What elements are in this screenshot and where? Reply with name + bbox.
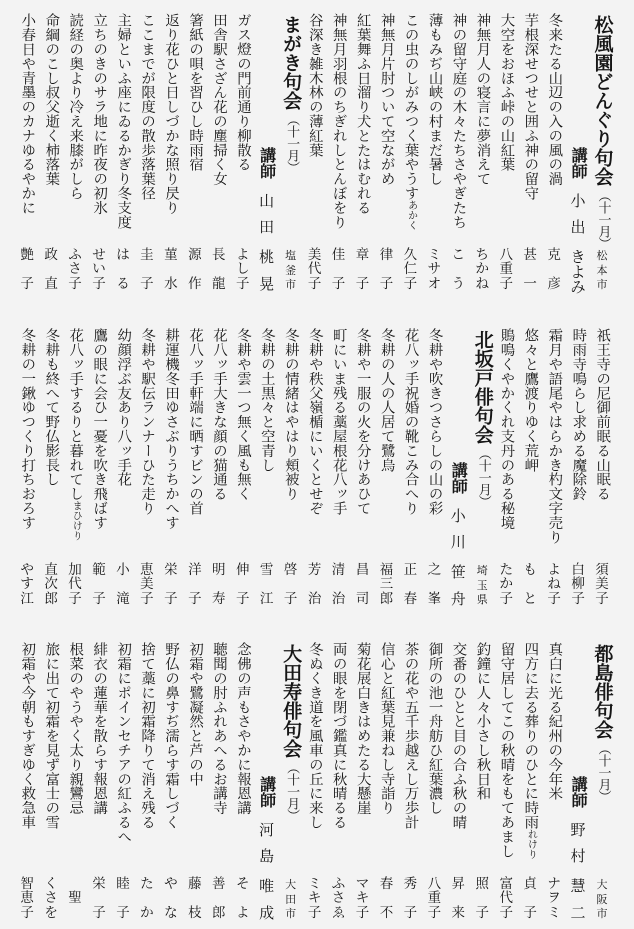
haiku-author: た か 子 — [499, 562, 513, 607]
haiku-verse: 冬耕や一服の火を分けあひて — [354, 328, 371, 516]
haiku-column — [87, 629, 111, 929]
haiku-column — [111, 315, 135, 615]
haiku-verse — [68, 328, 82, 541]
haiku-verse: 鷹の眼に会ひ一憂を吹き飛ばす — [91, 328, 108, 530]
haiku-verse: ここまでが限度の散歩落葉径 — [139, 13, 156, 201]
haiku-author: せ い 子 — [92, 247, 106, 292]
haiku-column — [303, 0, 327, 300]
haiku-author: 菫 水 — [164, 247, 178, 292]
haiku-verse: 冬耕の情緒はやはり頬被り — [282, 328, 299, 501]
haiku-column — [39, 0, 63, 300]
haiku-author: 明 寿 — [212, 562, 226, 607]
haiku-verse: 立ちのきのサラ地に昨夜の初氷 — [91, 13, 108, 215]
verse-main: 花八ッ手するりと暮れてし — [67, 328, 84, 501]
haiku-verse: 小春日や青墨のカナゆるやかに — [19, 13, 36, 215]
haiku-author: 栄 子 — [164, 562, 178, 607]
haiku-verse: 返り花ひと日しづかな照り昃り — [163, 13, 180, 215]
haiku-verse: 捨て藁に初霜降りて消え残る — [139, 642, 156, 830]
teacher-surname: 河 島 — [259, 821, 275, 865]
kukai-title — [593, 15, 612, 249]
haiku-author: 八 重 子 — [427, 876, 442, 921]
haiku-column — [63, 0, 87, 300]
haiku-verse: 花八ッ手祝婚の靴こみ合へり — [402, 328, 419, 516]
haiku-column — [183, 315, 207, 615]
kukai-place: 埼 玉 県 — [476, 564, 488, 606]
haiku-author: 長 龍 — [212, 247, 226, 292]
haiku-column — [470, 0, 494, 300]
haiku-column — [351, 629, 375, 929]
haiku-column — [327, 0, 351, 300]
haiku-column — [494, 0, 518, 300]
haiku-column — [135, 315, 159, 615]
haiku-author: 範 子 — [92, 562, 106, 607]
haiku-author: 政 直 — [44, 247, 58, 292]
haiku-author: 伸 子 — [235, 562, 250, 607]
haiku-verse: 旅に出て初霜を見ず富士の雪 — [43, 642, 60, 830]
teacher-column — [255, 629, 279, 929]
haiku-verse: 冬耕や駅伝ランナーひた走り — [139, 328, 156, 516]
kukai-title-column — [279, 0, 303, 300]
haiku-column — [87, 0, 111, 300]
haiku-verse: 冬耕や秩父嶺楯にいくとせぞ — [306, 328, 323, 516]
kukai-month: （十一月） — [595, 742, 611, 802]
haiku-author: 小 滝 — [116, 562, 130, 607]
haiku-column — [446, 629, 470, 929]
haiku-column — [159, 315, 183, 615]
haiku-verse: 芋根深せつせと囲ふ神の留守 — [522, 13, 539, 201]
haiku-author: 芳 治 — [307, 562, 322, 607]
teacher-column — [446, 315, 470, 615]
haiku-author: こ う — [451, 247, 466, 292]
haiku-verse: ガス燈の門前通り柳散る — [234, 13, 251, 172]
haiku-author: た か — [140, 876, 154, 921]
teacher-surname: 野 村 — [570, 821, 586, 865]
haiku-verse: 冬耕も終へて野仏影長し — [43, 328, 60, 487]
haiku-verse: 交番のひとと目の合ふ秋の晴 — [450, 642, 467, 830]
haiku-verse: 箸紙の唄を習ひし時雨宿 — [187, 13, 204, 172]
teacher-column — [566, 0, 590, 300]
haiku-column — [422, 629, 446, 929]
haiku-column — [374, 629, 398, 929]
teacher-surname: 小 川 — [450, 507, 466, 551]
haiku-column — [87, 315, 111, 615]
haiku-verse: 御所の池一舟舫ひ紅葉濃し — [426, 642, 443, 815]
verse-main: 四方に去る葬りのひとに時雨 — [522, 642, 539, 830]
verse-small-tail: あかく — [405, 200, 417, 231]
haiku-verse: 両の眼を閉づ鑑真に秋晴るる — [330, 642, 347, 830]
haiku-column — [327, 629, 351, 929]
band-top — [15, 0, 614, 300]
haiku-verse: 谷深き雑木林の薄紅葉 — [306, 13, 323, 157]
haiku-verse: 鵙鳴くやかくれ支丹のある秘境 — [498, 328, 515, 530]
haiku-author: マ キ 子 — [355, 876, 370, 921]
haiku-column — [351, 315, 375, 615]
teacher-given-name: 笹 舟 — [450, 563, 466, 608]
haiku-column — [303, 629, 327, 929]
haiku-verse: 初霜にポインセチアの紅ふるへ — [115, 642, 132, 844]
haiku-column — [279, 315, 303, 615]
haiku-author: 白 柳 子 — [571, 562, 585, 607]
kukai-title — [473, 330, 492, 507]
haiku-author: 貞 子 — [523, 876, 537, 921]
teacher-column — [566, 629, 590, 929]
haiku-verse — [403, 13, 417, 230]
haiku-column — [63, 629, 87, 929]
haiku-verse: 釣鐘に人々小さし秋日和 — [474, 642, 491, 801]
haiku-verse: 初霜や今朝もすぎゆく救急車 — [19, 642, 36, 830]
kukai-title — [280, 15, 303, 173]
teacher-surname: 山 田 — [259, 192, 275, 236]
haiku-author: 昇 来 — [451, 876, 466, 921]
haiku-column — [111, 0, 135, 300]
haiku-verse: 田舎駅さざん花の塵掃く女 — [210, 13, 227, 186]
kukai-month: （十一月） — [284, 113, 300, 173]
haiku-verse: 根菜のやうやく太り親鸞忌 — [67, 642, 84, 815]
verse-small-tail: れけり — [525, 829, 537, 860]
haiku-verse: 野仏の鼻すぢ濡らす霜しづく — [163, 642, 180, 830]
kukai-name: 都島俳句会 — [591, 644, 614, 739]
haiku-column — [470, 629, 494, 929]
haiku-verse: 緋衣の蓮華を散らす報恩講 — [91, 642, 108, 815]
haiku-author: 佳 子 — [331, 247, 346, 292]
haiku-column — [518, 629, 542, 929]
haiku-column — [135, 0, 159, 300]
haiku-verse: 幼顔浮ぶ友あり八ッ手花 — [115, 328, 132, 487]
haiku-column — [590, 315, 614, 615]
kukai-place: 大 阪 市 — [596, 878, 608, 920]
kukai-place: 大 田 市 — [285, 878, 297, 920]
haiku-verse: 冬ぬくき道を風車の丘に来し — [306, 642, 323, 830]
haiku-author: 善 郎 — [212, 876, 226, 921]
haiku-verse: 花八ッ手大きな顔の猫通る — [210, 328, 227, 501]
kukai-title — [593, 644, 612, 802]
haiku-verse: 神無月羽根のちぎれしとんぼをり — [330, 13, 347, 229]
kukai-title-column — [590, 0, 614, 300]
haiku-column — [39, 629, 63, 929]
haiku-author: 睦 子 — [116, 876, 130, 921]
haiku-author: 八 重 子 — [499, 247, 513, 292]
teacher-label: 講師 — [449, 462, 469, 494]
haiku-author: 雪 江 — [259, 562, 274, 607]
haiku-author: 栄 子 — [92, 876, 106, 921]
haiku-author: 啓 子 — [283, 562, 298, 607]
teacher-label: 講師 — [257, 147, 277, 179]
haiku-column — [111, 629, 135, 929]
haiku-column — [159, 0, 183, 300]
kukai-title — [280, 644, 303, 821]
haiku-verse: 薄もみぢ山峡の村まだ暑し — [426, 13, 443, 186]
haiku-verse: 神無月人の寝言に夢消えて — [474, 13, 491, 186]
haiku-author: ミ キ 子 — [307, 876, 322, 921]
haiku-author: 正 春 — [403, 562, 418, 607]
haiku-verse: 初霜や鷺凝然と芦の中 — [187, 642, 204, 786]
haiku-verse: 冬耕や吹きつさらしの山の彩 — [426, 328, 443, 516]
teacher-label: 講師 — [257, 776, 277, 808]
kukai-place: 松 本 市 — [596, 249, 608, 291]
haiku-author: く さ を — [44, 876, 58, 921]
haiku-column — [518, 315, 542, 615]
haiku-author: よ ね 子 — [547, 562, 561, 607]
haiku-column — [398, 629, 422, 929]
haiku-author: ふ さ ゑ — [331, 876, 346, 921]
haiku-verse: 念佛の声もさやかに報恩講 — [234, 642, 251, 815]
haiku-author: 聖 — [68, 890, 82, 907]
haiku-verse: 耕運機冬田ゆさぶりうちかへす — [163, 328, 180, 530]
haiku-column — [566, 315, 590, 615]
haiku-verse: 菊花展白きはめたる大懸崖 — [354, 642, 371, 815]
haiku-author: 恵 美 子 — [140, 562, 154, 607]
haiku-author: 圭 子 — [140, 247, 154, 292]
haiku-author: 智 恵 子 — [20, 876, 34, 921]
verse-small-tail: まひけり — [70, 500, 82, 541]
haiku-author: 洋 子 — [188, 562, 202, 607]
teacher-surname: 小 出 — [570, 192, 586, 236]
haiku-verse: 冬耕の人の人居て鷺烏 — [378, 328, 395, 472]
haiku-verse: 信心と紅葉見兼ねし寺詣り — [378, 642, 395, 815]
haiku-verse — [523, 642, 537, 859]
haiku-verse: 茶の花や五千歩越えし万歩計 — [402, 642, 419, 830]
verse-main: この虫のしがみつく葉やうす — [402, 13, 419, 201]
haiku-verse: 悠々と鷹渡りゆく荒岬 — [522, 328, 539, 472]
haiku-author: 克 彦 — [547, 247, 561, 292]
haiku-column — [494, 315, 518, 615]
haiku-author: 清 治 — [331, 562, 346, 607]
haiku-column — [15, 629, 39, 929]
haiku-author: は る — [116, 247, 130, 292]
haiku-column — [542, 0, 566, 300]
haiku-verse: 読経の奥より冷え来膝がしら — [67, 13, 84, 201]
haiku-verse: 時雨寺鳴らし求める魔除鈴 — [570, 328, 587, 501]
haiku-column — [398, 0, 422, 300]
haiku-verse: 神の留守庭の木々たちさやぎたち — [450, 13, 467, 229]
kukai-month: （十一月） — [284, 761, 300, 821]
haiku-verse: 冬耕や雲一つ無く風も無く — [234, 328, 251, 501]
kukai-month: （十一月） — [475, 447, 491, 507]
haiku-column — [231, 629, 255, 929]
band-middle — [15, 315, 614, 615]
haiku-author: 藤 枝 — [188, 876, 202, 921]
teacher-given-name: き よ み — [570, 248, 586, 296]
haiku-column — [231, 315, 255, 615]
haiku-column — [542, 629, 566, 929]
haiku-column — [183, 629, 207, 929]
haiku-column — [207, 629, 231, 929]
haiku-author: ミ サ オ — [427, 247, 442, 292]
haiku-author: 春 不 — [379, 876, 394, 921]
haiku-author: 須 美 子 — [595, 562, 609, 607]
kukai-name: まがき句会 — [280, 15, 303, 110]
kukai-name: 大田寿俳句会 — [280, 644, 303, 758]
haiku-column — [374, 0, 398, 300]
haiku-author: 昌 司 — [355, 562, 370, 607]
haiku-column — [15, 315, 39, 615]
haiku-column — [542, 315, 566, 615]
haiku-verse: 冬耕の一鍬ゆつくり打ちおろす — [19, 328, 36, 530]
haiku-author: や す 江 — [20, 562, 34, 607]
haiku-author: や な — [164, 876, 178, 921]
haiku-column — [327, 315, 351, 615]
haiku-author: 美 代 子 — [307, 247, 322, 292]
haiku-author: よ し 子 — [235, 247, 250, 292]
haiku-verse: 冬来たる山辺の入の風の渦 — [546, 13, 563, 186]
haiku-verse: 主婦といふ座にゐるかぎり冬支度 — [115, 13, 132, 229]
haiku-author: ち か ね — [475, 247, 489, 292]
teacher-label: 講師 — [569, 147, 589, 179]
haiku-verse: 花八ッ手軒端に晒すビンの首 — [187, 328, 204, 516]
teacher-label: 講師 — [569, 776, 589, 808]
haiku-verse: 町にいま残る藁屋根花八ッ手 — [330, 328, 347, 516]
haiku-column — [398, 315, 422, 615]
haiku-column — [159, 629, 183, 929]
kukai-place: 塩 釜 市 — [285, 249, 297, 291]
kukai-title-column — [590, 629, 614, 929]
haiku-verse: 真白に光る紀州の今年米 — [546, 642, 563, 801]
haiku-author: 章 子 — [355, 247, 370, 292]
teacher-given-name: 唯 成 — [259, 877, 275, 922]
haiku-verse: 祇王寺の尼御前眠る山眠る — [594, 328, 611, 501]
haiku-column — [422, 0, 446, 300]
haiku-verse: 命綱のこし叔父逝く柿落葉 — [43, 13, 60, 186]
haiku-verse: 神無月片肘ついて空ながめ — [378, 13, 395, 186]
haiku-column — [518, 0, 542, 300]
haiku-column — [207, 315, 231, 615]
haiku-author: 直 次 郎 — [44, 562, 58, 607]
band-bottom — [15, 629, 614, 929]
kukai-title-column — [470, 315, 494, 615]
haiku-author: 源 作 — [188, 247, 202, 292]
haiku-column — [63, 315, 87, 615]
kukai-title-column — [279, 629, 303, 929]
haiku-column — [303, 315, 327, 615]
haiku-author: も と — [523, 562, 537, 607]
haiku-column — [374, 315, 398, 615]
haiku-verse: 紅葉舞ふ日溜り犬とたはむれる — [354, 13, 371, 215]
haiku-verse: 大空をおほふ峠の山紅葉 — [498, 13, 515, 172]
haiku-column — [183, 0, 207, 300]
teacher-column — [255, 0, 279, 300]
haiku-author: 照 子 — [475, 876, 489, 921]
kukai-month: （十一月） — [595, 189, 611, 249]
haiku-author: 之 峯 — [427, 562, 442, 607]
haiku-verse: 霜月や語尾やはらかき杓文字売り — [546, 328, 563, 544]
teacher-given-name: 慧 二 — [570, 877, 586, 922]
haiku-author: 甚 一 — [523, 247, 537, 292]
haiku-author: 久 仁 子 — [403, 247, 418, 292]
haiku-column — [231, 0, 255, 300]
haiku-column — [135, 629, 159, 929]
haiku-author: 律 子 — [379, 247, 394, 292]
haiku-verse: 聴聞の肘ふれあへるお講寺 — [210, 642, 227, 815]
haiku-column — [446, 0, 470, 300]
teacher-given-name: 桃 晃 — [259, 248, 275, 293]
haiku-verse: 冬耕の土黒々と空青し — [258, 328, 275, 472]
haiku-author: 秀 子 — [403, 876, 418, 921]
haiku-column — [255, 315, 279, 615]
haiku-author: 艶 子 — [20, 247, 34, 292]
kukai-name: 松風園どんぐり句会 — [591, 15, 614, 186]
kukai-name: 北坂戸俳句会 — [471, 330, 494, 444]
haiku-verse: 留守居してこの秋晴をもてあまし — [498, 642, 515, 858]
haiku-column — [207, 0, 231, 300]
haiku-author: 富 代 子 — [499, 876, 513, 921]
haiku-column — [39, 315, 63, 615]
haiku-author: 福 三 郎 — [379, 562, 394, 607]
haiku-column — [494, 629, 518, 929]
haiku-author: ナ ヲ ミ — [547, 876, 561, 921]
haiku-author: 加 代 子 — [68, 562, 82, 607]
haiku-column — [422, 315, 446, 615]
haiku-column — [15, 0, 39, 300]
haiku-column — [351, 0, 375, 300]
haiku-author: ふ さ 子 — [68, 247, 82, 292]
haiku-author: そ よ — [235, 876, 250, 921]
